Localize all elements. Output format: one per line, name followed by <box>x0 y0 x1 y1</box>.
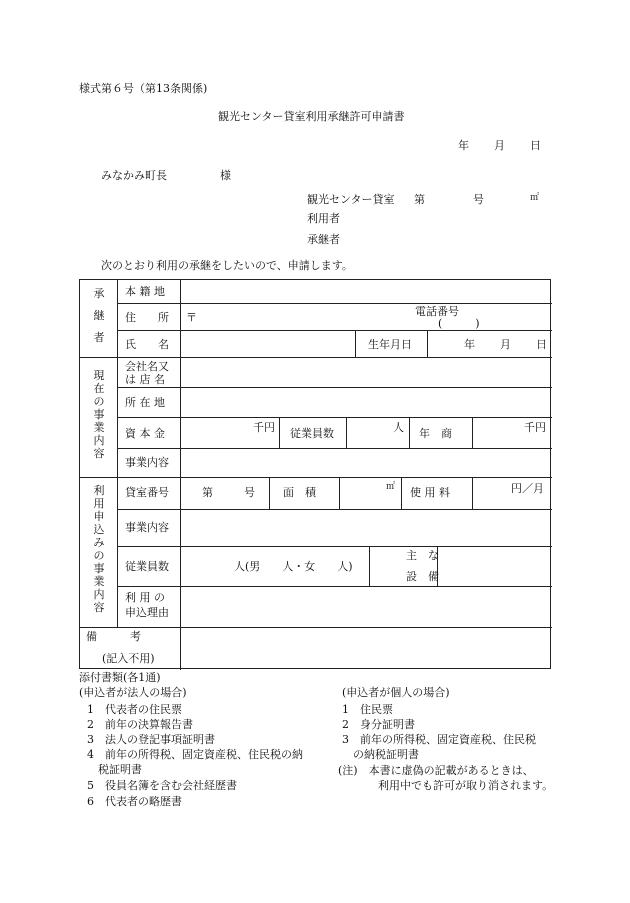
applicant-successor-label: 承継者 <box>307 233 340 246</box>
label-employees: 従業員数 <box>290 427 334 440</box>
label-reason-line1: 利 用 の <box>125 591 165 604</box>
applicant-user-label: 利用者 <box>307 212 340 225</box>
note-line1: (注) 本書に虚偽の記載があるときは、 <box>338 764 534 777</box>
label-honseki: 本 籍 地 <box>125 285 165 298</box>
label-address: 住 所 <box>125 311 169 324</box>
label-usage-business-content: 事業内容 <box>125 521 169 534</box>
label-annual-sales: 年 商 <box>419 427 452 440</box>
label-business-content: 事業内容 <box>125 456 169 469</box>
corp-item: 3 法人の登記事項証明書 <box>87 733 215 746</box>
intro-text: 次のとおり利用の承継をしたいので、申請します。 <box>101 259 353 272</box>
addressee-name: みなかみ町長 <box>101 169 167 182</box>
postal-mark: 〒 <box>186 311 197 324</box>
sales-unit: 千円 <box>524 421 546 434</box>
indiv-item: 1 住民票 <box>342 703 393 716</box>
corp-item: 6 代表者の略歴書 <box>87 795 182 808</box>
group-successor-label: 承 継 者 <box>93 287 105 344</box>
corp-item: 税証明書 <box>87 763 142 776</box>
corp-item: 5 役員名簿を含む会社経歴書 <box>87 779 237 792</box>
label-room-number: 貸室番号 <box>125 486 169 499</box>
applicant-room-go: 号 <box>473 193 484 206</box>
label-company-line1: 会社名又 <box>125 360 169 373</box>
document-title: 観光センター貸室利用承継許可申請書 <box>218 110 405 123</box>
birthdate-year: 年 <box>464 338 475 351</box>
indiv-item: 3 前年の所得税、固定資産税、住民税 <box>342 733 536 746</box>
indiv-heading: (申込者が個人の場合) <box>342 686 450 699</box>
capital-unit: 千円 <box>253 421 275 434</box>
label-usage-employees: 従業員数 <box>125 560 169 573</box>
label-birthdate: 生年月日 <box>368 338 412 351</box>
label-reason-line2: 申込理由 <box>125 606 169 619</box>
attachments-heading: 添付書類(各1通) <box>79 671 161 684</box>
fee-unit: 円／月 <box>511 482 544 495</box>
corp-item: 2 前年の決算報告書 <box>87 718 193 731</box>
label-area: 面 積 <box>283 486 316 499</box>
label-capital: 資 本 金 <box>125 427 165 440</box>
label-equipment-line2: 設 備 <box>406 570 439 583</box>
employees-breakdown: 人(男 人・女 人) <box>234 560 353 573</box>
phone-paren: ( ) <box>438 317 480 330</box>
indiv-item: 2 身分証明書 <box>342 718 415 731</box>
addressee-honorific: 様 <box>220 169 231 182</box>
phone-label: 電話番号 <box>415 305 459 318</box>
date-month-label: 月 <box>494 139 505 152</box>
applicant-room-unit: ㎡ <box>530 193 540 203</box>
label-name: 氏 名 <box>125 338 169 351</box>
note-line2: 利用中でも許可が取り消されます。 <box>378 779 554 792</box>
remarks-note: (記入不用) <box>102 652 155 665</box>
corp-item: 4 前年の所得税、固定資産税、住民税の納 <box>87 748 303 761</box>
area-unit: ㎡ <box>386 482 396 492</box>
date-year-label: 年 <box>458 139 469 152</box>
corp-item: 1 代表者の住民票 <box>87 703 182 716</box>
group-current-business-label: 現 在 の 事 業 内 容 <box>93 369 105 460</box>
corp-heading: (申込者が法人の場合) <box>79 686 187 699</box>
birthdate-day: 日 <box>536 338 547 351</box>
label-fee: 使 用 料 <box>410 486 450 499</box>
application-form-table <box>79 279 551 669</box>
birthdate-month: 月 <box>500 338 511 351</box>
indiv-item: の納税証明書 <box>342 748 419 761</box>
label-location: 所 在 地 <box>125 396 165 409</box>
date-day-label: 日 <box>530 139 541 152</box>
applicant-room-label: 観光センター貸室 <box>307 193 395 206</box>
label-equipment-line1: 主 な <box>406 549 439 562</box>
label-company-line2: は 店 名 <box>125 373 165 386</box>
room-number-dai: 第 <box>202 486 213 499</box>
employees-unit: 人 <box>393 421 404 434</box>
group-usage-business-label: 利 用 申 込 み の 事 業 内 容 <box>93 484 105 614</box>
applicant-room-dai: 第 <box>414 193 425 206</box>
label-remarks: 備 考 <box>86 630 141 643</box>
room-number-go: 号 <box>244 486 255 499</box>
form-number: 様式第６号（第13条関係) <box>79 82 208 95</box>
